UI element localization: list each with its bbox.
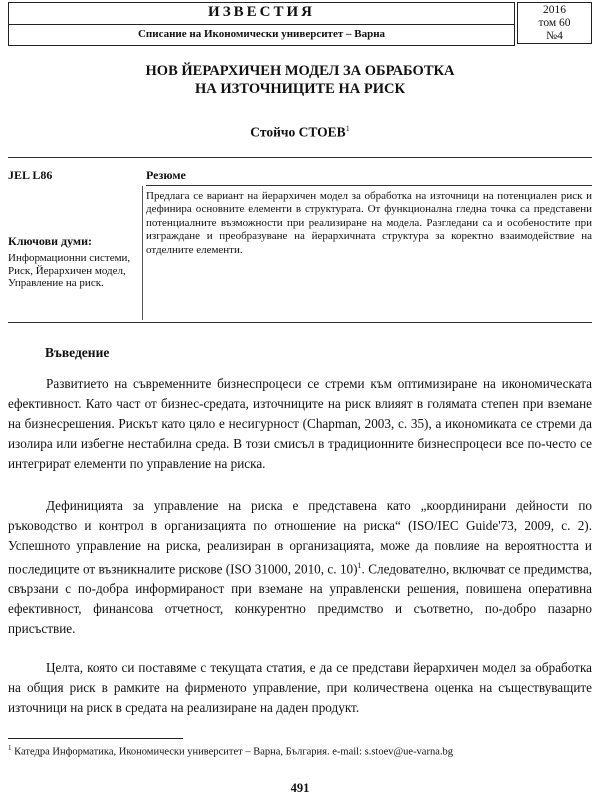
- paragraph-2-text-b: . Следователно, включват се предимства, свързани с по-добра информираност при вземане на управленски решения, повишена оперативна ефективност, финансова отчетност, конкурентно предимство и съответно, по-добро пазарно присъствие.: [8, 561, 592, 637]
- intro-heading: Въведение: [45, 345, 110, 360]
- title-line-1: НОВ ЙЕРАРХИЧЕН МОДЕЛ ЗА ОБРАБОТКА: [145, 63, 455, 79]
- keywords-text: Информационни системи, Риск, Йерархичен модел, Управление на риск.: [8, 252, 131, 289]
- abstract-label: Резюме: [146, 168, 186, 182]
- author-line: [0, 124, 600, 141]
- footnote-rule: [8, 738, 183, 739]
- body-paragraph-3: Целта, която си поставяме с текущата статия, е да се представи йерархичен модел за обработка на общия риск в рамките на фирменото управление, при количествена оценка на съществуващите източници на риск в средата на реализиране на даден продукт.: [8, 660, 592, 715]
- author-footnote-mark: 1: [345, 124, 350, 133]
- issue-number: №4: [546, 30, 563, 42]
- abstract-text: Предлага се вариант на йерархичен модел за обработка на източници на потенциален риск и дефинира основните елементи в структурата. От функционална гледна точка са представени потенциалните възможности при реализиране на модела. Разгледани са и особеностите при изграждане и преобразуване на йерархичната структура за коректно взаимодействие на отделните елементи.: [146, 190, 592, 256]
- citation-footnote-mark: 1: [357, 561, 362, 570]
- footnote: [8, 742, 592, 759]
- paragraph-2-text-a: Дефиницията за управление на риска е представена като „координирани дейности по ръководство и контрол в организацията по отношение на риска“ (ISO/IEC Guide'73, 2009, с. 2). Успешното управление на риска, реализиран в организацията, може да повлияе на вероятността и последиците от възникналите рискове (ISO 31000, 2010, с. 10): [8, 498, 592, 577]
- body-paragraph-2: [8, 496, 592, 639]
- author-name: Стойчо СТОЕВ: [250, 124, 346, 140]
- issue-year: 2016: [543, 4, 566, 16]
- header-divider: [9, 24, 514, 25]
- article-title: [0, 62, 600, 98]
- title-line-2: НА ИЗТОЧНИЦИТЕ НА РИСК: [195, 81, 405, 97]
- issue-box: [517, 2, 592, 44]
- metadata-top-rule: [8, 157, 592, 158]
- journal-header: [8, 2, 592, 44]
- journal-subtitle: Списание на Икономически университет – Варна: [137, 28, 386, 40]
- page-number: 491: [290, 781, 310, 795]
- metadata-bottom-rule: [8, 322, 592, 323]
- keywords-label: Ключови думи:: [8, 234, 93, 248]
- issue-volume: том 60: [538, 17, 571, 29]
- jel-code: JEL L86: [8, 168, 53, 182]
- footnote-text: Катедра Информатика, Икономически университет – Варна, България. e-mail: s.stoev@ue-varna.bg: [14, 746, 454, 758]
- metadata-column-divider: [142, 186, 143, 320]
- body-paragraph-1: Развитието на съвременните бизнеспроцеси се стреми към оптимизиране на икономическата ефективност. Като част от бизнес-средата, източниците на риск влияят в голямата степен при вземане на бизнесрешения. Рискът като цяло е несигурност (Chapman, 2003, с. 35), а икономиката се стреми да изолира или избегне нестабилна среда. В този смисъл в традиционните бизнеспроцеси все по-често се интегрират елементи по управление на риска.: [8, 376, 592, 471]
- journal-title: ИЗВЕСТИЯ: [208, 4, 315, 20]
- journal-title-box: [8, 2, 515, 46]
- abstract-header-rule: [146, 185, 592, 186]
- footnote-mark: 1: [8, 744, 12, 752]
